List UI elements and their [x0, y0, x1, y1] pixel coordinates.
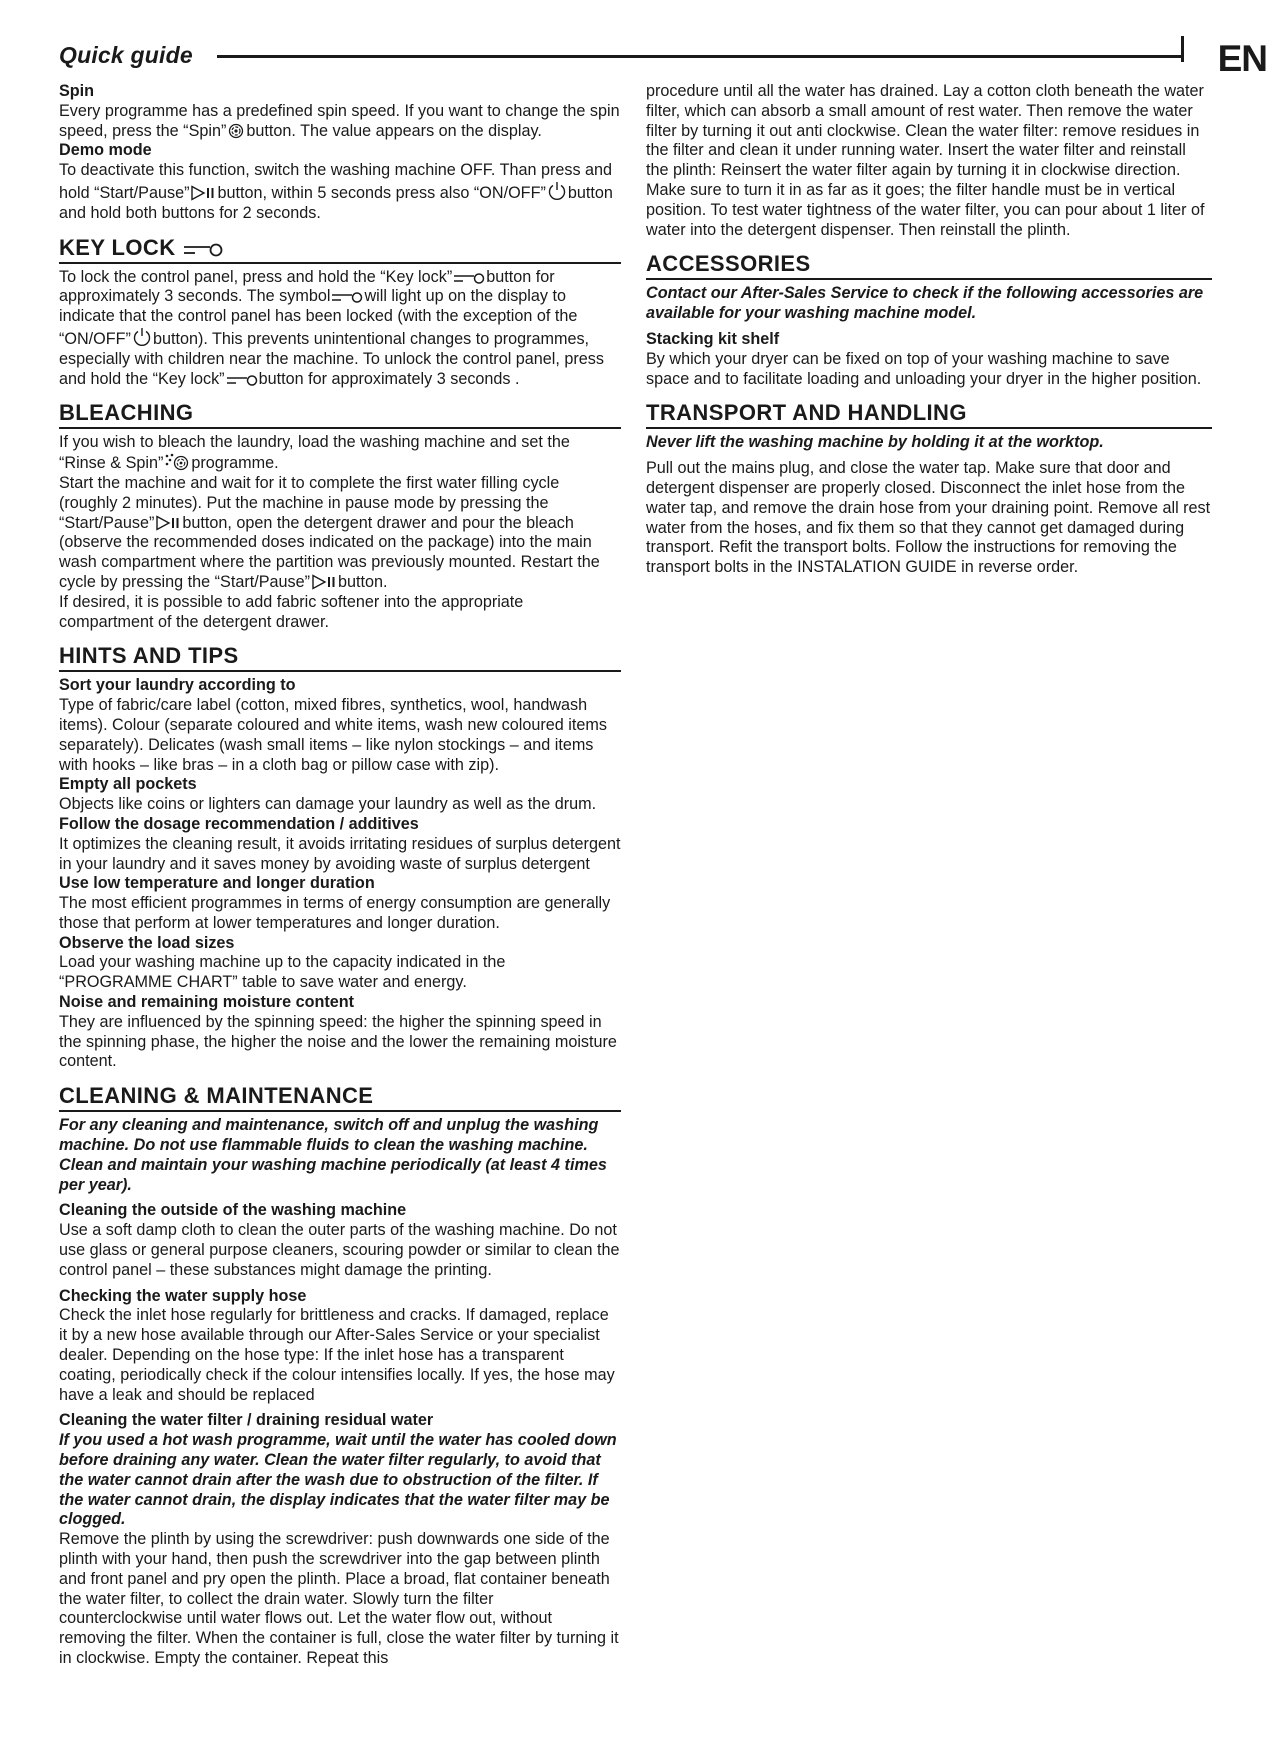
hint-text: They are influenced by the spinning speed: the higher the spinning speed in the spinning phase, the higher the noise and the lower the remaining moisture content. [59, 1012, 617, 1071]
cleaning-hose-text: Check the inlet hose regularly for brittleness and cracks. If damaged, replace it by a new hose available through our After-Sales Service or your specialist dealer. Depending on the hose type: If the inlet hose has a transparent coating, periodically check if the colour intensifies locally. If yes, the hose may have a leak and should be replaced [59, 1306, 615, 1404]
language-label: EN [1217, 38, 1267, 79]
hint-text: Objects like coins or lighters can damage your laundry as well as the drum. [59, 795, 597, 814]
cleaning-section [59, 1084, 621, 1669]
key-lock-text-d: button). This prevents unintentional changes to programmes, especially with children near the machine. To unlock the control panel, press and hold the “Key lock” [59, 329, 604, 388]
transport-text: Pull out the mains plug, and close the water tap. Make sure that door and detergent dispenser are properly closed. Disconnect the inlet hose from the water tap, and remove the drain hose from your draining point. Remove all rest water from the hoses, and fix them so that they cannot get damaged during transport. Refit the transport bolts. Follow the instructions for removing the transport bolts in the INSTALATION GUIDE in reverse order. [646, 459, 1211, 577]
key-lock-text-e: button for approximately 3 seconds . [258, 369, 520, 388]
header-divider [217, 55, 1183, 58]
key-lock-heading-icon [183, 242, 223, 258]
demo-section [59, 141, 621, 223]
bleaching-text-d: button, open the detergent drawer and pour the bleach (observe the recommended doses indicated on the package) into the main wash compartment where the partition was previously mounted. Restart the cycle by pressing the “Start/Pause” [59, 513, 600, 591]
key-lock-icon [331, 291, 363, 304]
cleaning-outside-text: Use a soft damp cloth to clean the outer parts of the washing machine. Do not use glass or general purpose cleaners, scouring powder or similar to clean the control panel – these substances might damage the printing. [59, 1221, 620, 1279]
hint-text: Load your washing machine up to the capacity indicated in the “PROGRAMME CHART” table to save water and energy. [59, 953, 506, 992]
power-icon [547, 181, 567, 201]
key-lock-text-a: To lock the control panel, press and hold the “Key lock” [59, 267, 453, 286]
transport-warning: Never lift the washing machine by holding it at the worktop. [646, 433, 1104, 452]
power-icon [132, 327, 152, 347]
transport-heading: TRANSPORT AND HANDLING [646, 401, 1212, 429]
hint-title: Sort your laundry according to [59, 676, 296, 695]
spin-heading: Spin [59, 82, 95, 100]
left-column [59, 82, 621, 1669]
demo-text-c: button and hold both buttons for 2 seconds. [59, 183, 613, 222]
page-header [59, 36, 1267, 80]
hint-text: It optimizes the cleaning result, it avoids irritating residues of surplus detergent in your laundry and it saves money by avoiding waste of surplus detergent [59, 834, 621, 873]
key-lock-text-c: will light up on the display to indicate that the control panel has been locked (with the exception of the “ON/OFF” [59, 287, 578, 348]
key-lock-heading-text: KEY LOCK [59, 234, 176, 260]
demo-heading: Demo mode [59, 141, 152, 160]
demo-text [59, 161, 621, 223]
bleaching-text-c: Start the machine and wait for it to complete the first water filling cycle (roughly 2 minutes). Put the machine in pause mode by pressing the “Start/Pause” [59, 473, 560, 532]
accessories-section [646, 252, 1212, 389]
demo-text-a: To deactivate this function, switch the washing machine OFF. Than press and hold “Start/Pause” [59, 161, 613, 202]
start-pause-icon [155, 515, 181, 531]
bleaching-heading: BLEACHING [59, 401, 621, 429]
key-lock-heading [59, 236, 621, 264]
start-pause-icon [190, 185, 216, 201]
accessory-text: By which your dryer can be fixed on top of your washing machine to save space and to facilitate loading and unloading your dryer in the higher position. [646, 349, 1202, 388]
spin-section [59, 82, 621, 141]
bleaching-text-2 [59, 474, 621, 593]
spin-text-a: Every programme has a predefined spin speed. If you want to change the spin speed, press the “Spin” [59, 101, 620, 140]
spin-text [59, 102, 621, 142]
accessories-heading: ACCESSORIES [646, 252, 1212, 280]
key-lock-icon [226, 374, 258, 387]
page-title: Quick guide [59, 42, 193, 68]
start-pause-icon [311, 574, 337, 590]
cleaning-filter-text: Remove the plinth by using the screwdriver: push downwards one side of the plinth with your hand, then push the screwdriver into the gap between plinth and front panel and pry open the plinth. Place a broad, flat container beneath the water filter, to collect the drain water. Slowly turn the filter counterclockwise until water flows out. Let the water flow out, without removing the filter. When the container is full, close the water filter by turning it in clockwise. Empty the container. Repeat this [59, 1530, 619, 1667]
spin-text-b: button. The value appears on the display. [246, 121, 542, 140]
bleaching-text-1 [59, 433, 621, 474]
hint-text: Type of fabric/care label (cotton, mixed fibres, synthetics, wool, handwash items). Colour (separate coloured and white items, wash new coloured items separately). Delicates (wash small items – like nylon stockings – and items with hooks – like bras – in a cloth bag or pillow case with zip). [59, 696, 607, 774]
cleaning-intro: For any cleaning and maintenance, switch off and unplug the washing machine. Do not use flammable fluids to clean the washing machine. Clean and maintain your washing machine periodically (at least 4 times per year). [59, 1116, 607, 1194]
hint-title: Empty all pockets [59, 775, 197, 794]
hint-title: Follow the dosage recommendation / additives [59, 814, 419, 833]
demo-text-b: button, within 5 seconds press also “ON/OFF” [217, 183, 546, 202]
transport-section [646, 401, 1212, 578]
hints-section [59, 644, 621, 1072]
key-lock-text [59, 268, 621, 390]
key-lock-icon [453, 272, 485, 285]
hint-title: Observe the load sizes [59, 933, 235, 952]
cleaning-filter-heading: Cleaning the water filter / draining residual water [59, 1411, 434, 1430]
hint-title: Use low temperature and longer duration [59, 874, 375, 893]
cleaning-heading: CLEANING & MAINTENANCE [59, 1084, 621, 1112]
right-column [646, 82, 1212, 578]
bleaching-text-e: button. [338, 572, 388, 591]
bleaching-text-b: programme. [191, 454, 279, 473]
hint-title: Noise and remaining moisture content [59, 993, 355, 1012]
bleaching-section [59, 401, 621, 632]
accessory-title: Stacking kit shelf [646, 329, 780, 348]
bleaching-text-3: If desired, it is possible to add fabric softener into the appropriate compartment of the detergent drawer. [59, 592, 524, 631]
hint-text: The most efficient programmes in terms of energy consumption are generally those that perform at lower temperatures and longer duration. [59, 894, 611, 932]
key-lock-section [59, 236, 621, 390]
key-lock-text-b: button for approximately 3 seconds. The symbol [59, 267, 555, 306]
cleaning-filter-text-continued: procedure until all the water has drained. Lay a cotton cloth beneath the water filter, which can absorb a small amount of rest water. Then remove the water filter by turning it out anti clockwise. Clean the water filter: remove residues in the filter and clean it under running water. Insert the water filter and reinstall the plinth: Reinsert the water filter again by turning it in clockwise direction. Make sure to turn it in as far as it goes; the filter handle must be in vertical position. To test water tightness of the water filter, you can pour about 1 liter of water into the detergent dispenser. Then reinstall the plinth. [646, 82, 1205, 239]
spin-icon [227, 123, 245, 139]
bleaching-text-a: If you wish to bleach the laundry, load the washing machine and set the “Rinse & Spin” [59, 433, 570, 473]
cleaning-filter-warning: If you used a hot wash programme, wait until the water has cooled down before draining any water. Clean the water filter regularly, to avoid that the water cannot drain after the wash due to obstruction of the filter. If the water cannot drain, the display indicates that the water filter may be clogged. [59, 1431, 617, 1529]
hints-heading: HINTS AND TIPS [59, 644, 621, 672]
accessories-intro: Contact our After-Sales Service to check if the following accessories are available for your washing machine model. [646, 284, 1204, 323]
rinse-spin-icon [164, 453, 190, 471]
cleaning-outside-heading: Cleaning the outside of the washing machine [59, 1201, 407, 1220]
cleaning-hose-heading: Checking the water supply hose [59, 1286, 307, 1305]
